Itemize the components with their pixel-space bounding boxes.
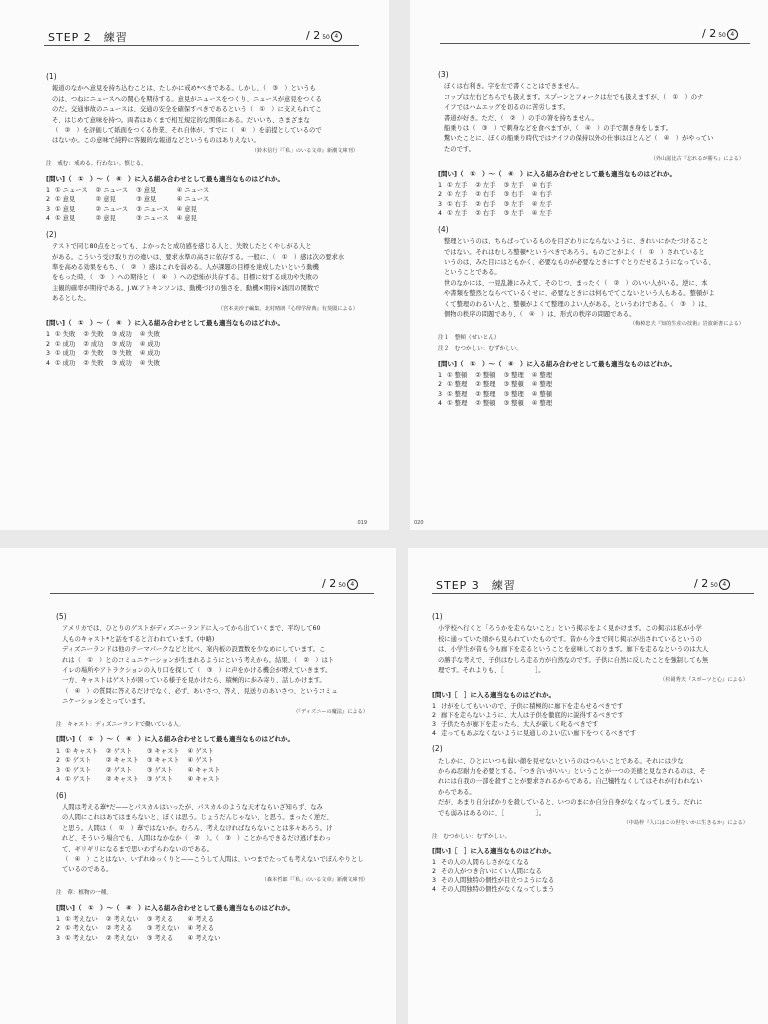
option-cell: ① ゲスト bbox=[65, 757, 92, 765]
option-cell: ② 失敗 bbox=[83, 331, 104, 339]
option-item[interactable] bbox=[432, 729, 754, 738]
passage bbox=[438, 82, 750, 154]
option-row[interactable] bbox=[46, 195, 217, 204]
option-cell: ③ ゲスト bbox=[146, 766, 173, 774]
option-cell: ④ 整理 bbox=[531, 371, 553, 379]
option-number: 1 bbox=[46, 331, 51, 339]
option-cell: ④ 成功 bbox=[139, 350, 161, 358]
option-cell: ③ 左手 bbox=[503, 182, 524, 190]
passage-line: 小学校へ行くと「ろうかを走らないこと」という掲示をよく見かけます。この掲示は私が小学 bbox=[438, 625, 702, 633]
page-top-left bbox=[0, 0, 389, 530]
option-cell: ② 整頓 bbox=[475, 371, 496, 379]
option-cell: ① 成功 bbox=[55, 340, 76, 348]
passage-line: （ ④ ）ことはない、いずれゆっくりと——こうして人間は、いつまでたっても考えないでぼんやりとし bbox=[62, 855, 364, 863]
option-cell: ① 失敗 bbox=[55, 331, 76, 339]
option-cell: ② 整理 bbox=[475, 381, 496, 389]
option-cell: ③ 右手 bbox=[503, 191, 524, 199]
option-cell: ② 考える bbox=[105, 925, 133, 933]
passage-line: だが、あまり自分ばかりを殺していると、いつのまにか自分自身がなくなってしまう。だれに bbox=[438, 799, 703, 807]
source-citation: （『ディズニーの魔法』による） bbox=[293, 708, 368, 715]
option-number: 2 bbox=[46, 196, 51, 204]
option-cell: ③ 成功 bbox=[111, 359, 132, 367]
option-number: 4 bbox=[432, 886, 437, 894]
option-item[interactable] bbox=[432, 885, 754, 894]
source-citation: （森本哲郎『「私」のいる文章』新潮文庫刊） bbox=[261, 876, 368, 883]
source-citation: （鈴木信行『「私」のいる文章』新潮文庫刊） bbox=[251, 147, 358, 154]
option-number: 3 bbox=[46, 350, 51, 358]
section-number: (4) bbox=[438, 224, 449, 234]
passage-line: イフではハムエッグを切るのに苦労します。 bbox=[444, 104, 570, 112]
option-text: 走ってもあぶなくないように見通しのよい広い廊下をつくるべきです bbox=[441, 730, 637, 738]
option-number: 1 bbox=[432, 859, 437, 867]
option-cell: ③ 左手 bbox=[503, 200, 524, 208]
passage-line: くて整理のわるい人と、整頓がよくて整理のよい人がある。というわけである。（ ③ ）は、 bbox=[444, 300, 711, 308]
option-cell: ④ 意見 bbox=[176, 215, 197, 223]
passage-line: 理です。それよりも、［ ］。 bbox=[438, 667, 545, 675]
page-number: 019 bbox=[357, 520, 367, 526]
page-header bbox=[410, 24, 768, 44]
option-cell: ① 考えない bbox=[65, 915, 98, 923]
option-row[interactable] bbox=[56, 766, 228, 775]
option-cell: ③ 左手 bbox=[503, 210, 524, 218]
score-text: / 2 bbox=[306, 29, 321, 42]
option-cell: ① 整頓 bbox=[447, 371, 468, 379]
option-cell: ① 左手 bbox=[447, 182, 468, 190]
option-cell: ② キャスト bbox=[105, 776, 139, 784]
score-circle: 4 bbox=[347, 579, 358, 590]
option-cell: ③ 整理 bbox=[503, 371, 524, 379]
score-circle: 4 bbox=[331, 31, 342, 42]
passage-line: ているのである。 bbox=[62, 866, 113, 874]
passage-line: はないか。この意味で純粋に客観的な報道などというものはありえない。 bbox=[52, 137, 260, 145]
option-cell: ④ ゲスト bbox=[187, 757, 214, 765]
section-number: (1) bbox=[432, 612, 443, 621]
content bbox=[56, 612, 374, 943]
option-cell: ④ 整頓 bbox=[531, 390, 553, 398]
option-cell: ② ニュース bbox=[95, 187, 129, 195]
option-cell: ③ キャスト bbox=[146, 757, 180, 765]
footnote: 注 葦：植物の一種。 bbox=[56, 890, 112, 897]
option-cell: ② ニュース bbox=[95, 205, 129, 213]
option-cell: ② 右手 bbox=[475, 191, 496, 199]
option-cell: ③ 整理 bbox=[503, 390, 524, 398]
option-number: 2 bbox=[432, 868, 437, 876]
score-box bbox=[306, 29, 342, 42]
passage-line: の勝手な考えで、子供はむしろ走る方が自然なのです。子供に自然に反したことを強制しても無 bbox=[438, 656, 709, 664]
passage-line: 整理というのは、ちらばっているものを目ざわりにならないように、きれいにかたづけること bbox=[444, 238, 709, 246]
option-cell: ③ 失敗 bbox=[111, 350, 132, 358]
option-number: 1 bbox=[438, 182, 443, 190]
option-row[interactable] bbox=[56, 775, 228, 784]
option-number: 1 bbox=[438, 371, 443, 379]
option-number: 1 bbox=[56, 747, 61, 755]
option-cell: ② 失敗 bbox=[83, 359, 104, 367]
section-number: (1) bbox=[46, 72, 57, 81]
passage-line: のだ。交通事故のニュースは、交通の安全を確保すべきであるという（ ① ）に支えられてこ bbox=[52, 106, 322, 114]
score-circle: 4 bbox=[727, 29, 738, 40]
source-citation: （外山滋比古『忘れるが勝ち』による） bbox=[650, 156, 744, 163]
option-number: 4 bbox=[46, 359, 51, 367]
option-number: 4 bbox=[56, 776, 61, 784]
section-number: (6) bbox=[56, 790, 67, 800]
option-cell: ④ 左手 bbox=[531, 200, 553, 208]
score-box bbox=[322, 577, 358, 590]
section-number: (5) bbox=[56, 612, 67, 621]
option-item[interactable] bbox=[432, 858, 754, 867]
passage-line: （ ② ）を評価して紙面をつくる作業、それ自体が、すでに（ ④ ）を前提としているので bbox=[52, 127, 322, 135]
option-row[interactable] bbox=[438, 390, 560, 399]
option-cell: ② 意見 bbox=[95, 196, 116, 204]
option-number: 2 bbox=[56, 757, 61, 765]
option-number: 4 bbox=[438, 400, 443, 408]
passage-line: イレの場所やアトラクションの入り口を探して（ ③ ）に声をかける機会が増えていきます。 bbox=[62, 667, 332, 675]
option-number: 3 bbox=[438, 200, 443, 208]
option-cell: ① 成功 bbox=[55, 359, 76, 367]
option-cell: ④ 意見 bbox=[176, 205, 197, 213]
section-number: (2) bbox=[46, 229, 57, 239]
passage bbox=[46, 242, 364, 303]
header-rule bbox=[440, 43, 750, 44]
option-cell: ② キャスト bbox=[105, 757, 139, 765]
passage-line: をもった時、（ ③ ）への期待と（ ④ ）への恐怖が共存する。目標に対する成功や失敗の bbox=[52, 274, 319, 282]
source-citation: （杉岡秀夫『スポーツと心』による） bbox=[660, 677, 748, 684]
option-cell: ④ 整理 bbox=[531, 400, 553, 408]
passage-line: れは（ ① ）とのコミュニケーションが生まれるようにという考えから。結果、（ ② ）はト bbox=[62, 656, 335, 664]
passage-line: 校に通っていた頃から見られていたものです。昔から今まで同じ掲示が出されているというの bbox=[438, 635, 702, 643]
option-row[interactable] bbox=[438, 371, 560, 380]
step-title: STEP 3 練習 bbox=[436, 579, 516, 592]
page-header bbox=[408, 574, 768, 594]
option-cell: ④ 右手 bbox=[531, 191, 553, 199]
passage-line: の人間にこれはあてはまらないと、ぼくは思う。じょうだんじゃない、と思う。まったく逆だ、 bbox=[62, 814, 333, 822]
question: [問い]［ ］に入る適当なものはどれか。 bbox=[432, 690, 555, 699]
option-cell: ④ 整理 bbox=[531, 381, 553, 389]
passage-line: て、ギリギリになるまで思いわずらわないのである。 bbox=[62, 845, 213, 853]
option-row[interactable] bbox=[56, 747, 228, 756]
passage-line: は、小学生が昔も今も廊下を走るということを意味しております。廊下を走るなというのは大人 bbox=[438, 646, 709, 654]
option-cell: ③ 整頓 bbox=[503, 381, 524, 389]
option-row[interactable] bbox=[46, 349, 168, 358]
option-number: 4 bbox=[46, 215, 51, 223]
option-cell: ④ 失敗 bbox=[139, 359, 161, 367]
passage-line: 準を高める効果をもち、（ ② ）感はこれを弱める。人が課題の目標を達成したいという動機 bbox=[52, 263, 319, 271]
option-row[interactable] bbox=[56, 934, 228, 943]
question: [問い]（ ① ）〜（ ④ ）に入る組み合わせとして最も適当なものはどれか。 bbox=[46, 174, 284, 183]
passage-line: たのです。 bbox=[444, 145, 475, 153]
passage-line: アメリカでは、ひとりのゲストがディズニーランドに入ってから出ていくまで、平均して60 bbox=[62, 625, 321, 633]
source-citation: （宮本美沙子編集、北村晴朗『心理学辞典』有斐閣による） bbox=[217, 305, 358, 312]
option-number: 4 bbox=[438, 210, 443, 218]
option-cell: ④ 考える bbox=[187, 925, 215, 933]
score-circle: 4 bbox=[719, 579, 730, 590]
option-cell: ③ 意見 bbox=[136, 187, 157, 195]
option-cell: ④ キャスト bbox=[187, 776, 221, 784]
option-number: 2 bbox=[438, 381, 443, 389]
option-cell: ② 右手 bbox=[475, 200, 496, 208]
page-bottom-left bbox=[0, 548, 396, 1024]
passage-line: からぬ忍耐力を必要とする。「つき合いがいい」ということが一つの美徳と見なされるのは、そ bbox=[438, 768, 706, 776]
question: [問い]［ ］に入る適当なものはどれか。 bbox=[432, 846, 555, 855]
option-cell: ④ キャスト bbox=[187, 766, 221, 774]
content bbox=[438, 70, 750, 409]
header-rule bbox=[44, 45, 359, 46]
option-cell: ④ 考える bbox=[187, 915, 215, 923]
option-cell: ① ニュース bbox=[55, 187, 88, 195]
option-number: 1 bbox=[432, 703, 437, 711]
passage-line: 主観的確率が期待である。J.W.アトキンソンは、動機づけの強さを、動機×期待×誘因の関数で bbox=[52, 284, 320, 292]
option-cell: ① 整理 bbox=[447, 390, 468, 398]
option-row[interactable] bbox=[438, 181, 560, 190]
option-cell: ② ゲスト bbox=[105, 766, 133, 774]
passage-line: 世のなかには、一見乱雑にみえて、そのじつ、まったく（ ② ）のいい人がいる。逆に、本 bbox=[444, 279, 708, 287]
option-row[interactable] bbox=[438, 190, 560, 199]
score-unit: 50 bbox=[322, 34, 330, 41]
option-cell: ④ 右手 bbox=[531, 182, 553, 190]
question: [問い]（ ① ）〜（ ④ ）に入る組み合わせとして最も適当なものはどれか。 bbox=[46, 318, 284, 327]
option-cell: ② 整頓 bbox=[475, 400, 496, 408]
option-cell: ② 整理 bbox=[475, 390, 496, 398]
option-text: その人間独特の個性が目立つようになる bbox=[441, 877, 555, 885]
answer-options bbox=[438, 181, 560, 219]
option-cell: ① 整理 bbox=[447, 400, 468, 408]
page-header bbox=[0, 26, 389, 46]
option-cell: ① 意見 bbox=[55, 215, 76, 223]
section-number: (2) bbox=[432, 744, 443, 754]
passage-line: 人間は考える葦*だ——とパスカルはいったが、パスカルのような天才ならいざ知らず、なみ bbox=[62, 803, 323, 811]
option-number: 1 bbox=[56, 915, 61, 923]
option-cell: ④ 左手 bbox=[531, 210, 553, 218]
option-cell: ④ ニュース bbox=[176, 187, 210, 195]
option-cell: ① 考えない bbox=[65, 925, 98, 933]
option-cell: ① ゲスト bbox=[65, 766, 92, 774]
passage-line: ディズニーランドは他のテーマパークなどと比べ、案内板の設置数を少なめにしています。こ bbox=[62, 646, 326, 654]
option-item[interactable] bbox=[432, 702, 754, 711]
answer-options bbox=[438, 371, 560, 409]
header-rule bbox=[50, 593, 374, 594]
passage-line: 一方、キャストはゲストが困っている様子を見かけたら、積極的に歩み寄り、話しかけます。 bbox=[62, 677, 326, 685]
passage-line: （ ④ ）の質問に答えるだけでなく、必ず、あいさつ、答え、見送りのあいさつ、というコミュ bbox=[62, 687, 338, 695]
passage-line: 人ものキャスト*と話をすると言われています。(中略) bbox=[62, 635, 215, 643]
option-cell: ④ ゲスト bbox=[187, 747, 214, 755]
score-unit: 50 bbox=[710, 582, 718, 589]
passage bbox=[56, 803, 374, 875]
option-number: 3 bbox=[56, 766, 61, 774]
option-cell: ① 考えない bbox=[65, 934, 98, 942]
score-unit: 50 bbox=[338, 582, 346, 589]
passage-line: テストで同じ80点をとっても、よかったと成功感を感じる人と、失敗したとくやしがる人と bbox=[52, 243, 312, 251]
passage-line: でも弱みはあるのに、［ ］。 bbox=[438, 809, 546, 817]
option-row[interactable] bbox=[56, 756, 228, 765]
option-number: 2 bbox=[46, 340, 51, 348]
header-rule bbox=[432, 593, 754, 594]
passage-line: からである。 bbox=[438, 788, 476, 796]
question: [問い]（ ① ）〜（ ④ ）に入る組み合わせとして最も適当なものはどれか。 bbox=[438, 359, 676, 368]
passage-line: ニケーションをとっています。 bbox=[62, 698, 150, 706]
score-text: / 2 bbox=[694, 577, 709, 590]
option-cell: ① 成功 bbox=[55, 350, 76, 358]
option-cell: ① 意見 bbox=[55, 205, 76, 213]
passage-line: 驚いたことに、ぼくの船乗り時代ではナイフの保持以外の仕事はほとんど（ ④ ）がやってい bbox=[444, 135, 714, 143]
answer-options bbox=[432, 858, 754, 894]
footnote: 注 キャスト：ディズニーランドで働いている人。 bbox=[56, 722, 185, 729]
question: [問い]（ ① ）〜（ ④ ）に入る組み合わせとして最も適当なものはどれか。 bbox=[56, 735, 294, 744]
option-cell: ① キャスト bbox=[65, 747, 98, 755]
answer-options bbox=[56, 747, 228, 785]
option-cell: ② 考えない bbox=[105, 915, 139, 923]
option-cell: ③ 整頓 bbox=[503, 400, 524, 408]
option-number: 2 bbox=[438, 191, 443, 199]
question: [問い]（ ① ）〜（ ④ ）に入る組み合わせとして最も適当なものはどれか。 bbox=[438, 169, 676, 178]
section-number: (3) bbox=[438, 70, 449, 79]
option-item[interactable] bbox=[432, 867, 754, 876]
passage-line: ではない。それはむしろ整頓*というべきであろう。ものごとがよく（ ① ）されていると bbox=[444, 248, 705, 256]
option-number: 2 bbox=[432, 712, 437, 720]
option-cell: ③ 意見 bbox=[136, 196, 157, 204]
passage-line: コップは左右どちらでも扱えます。スプーンとフォークは左でも扱えますが、（ ① ）のナ bbox=[444, 93, 704, 101]
score-box bbox=[694, 577, 730, 590]
option-cell: ③ ゲスト bbox=[146, 776, 173, 784]
score-unit: 50 bbox=[718, 32, 726, 39]
option-row[interactable] bbox=[46, 186, 217, 195]
passage-line: のは、つねにニュースへの関心を期待する。意見がニュースをつくり、ニュースが意見をつくる bbox=[52, 95, 322, 103]
option-cell: ③ ニュース bbox=[136, 215, 169, 223]
passage-line: 報道のなかへ意見を持ち込むことは、たしかに戒め*べきである。しかし、（ ③ ）というも bbox=[52, 85, 316, 93]
score-text: / 2 bbox=[702, 27, 717, 40]
option-cell: ② 意見 bbox=[95, 215, 116, 223]
answer-options bbox=[56, 915, 228, 943]
content bbox=[46, 72, 364, 368]
option-number: 3 bbox=[432, 877, 437, 885]
option-row[interactable] bbox=[438, 380, 560, 389]
option-number: 3 bbox=[432, 721, 437, 729]
passage-line: そ、はじめて意味を持つ。両者はあくまで相互規定的な関係にある。だいいち、さまざまな bbox=[52, 116, 310, 124]
option-text: その人がつき合いにくい人間になる bbox=[441, 868, 542, 876]
passage-line: や書類を整然とならべているくせに、必要なときには何もでてこないという人もある。整頓がよ bbox=[444, 290, 715, 298]
option-cell: ④ 失敗 bbox=[139, 331, 161, 339]
passage bbox=[46, 84, 364, 145]
option-row[interactable] bbox=[438, 399, 560, 408]
passage-line: ということである。 bbox=[444, 269, 501, 277]
option-row[interactable] bbox=[46, 330, 168, 339]
option-cell: ④ ニュース bbox=[176, 196, 210, 204]
option-cell: ③ ニュース bbox=[136, 205, 169, 213]
option-cell: ③ 成功 bbox=[111, 340, 132, 348]
option-row[interactable] bbox=[46, 340, 168, 349]
option-cell: ① 意見 bbox=[55, 196, 76, 204]
option-cell: ③ 成功 bbox=[111, 331, 132, 339]
option-cell: ② 右手 bbox=[475, 210, 496, 218]
option-cell: ① ゲスト bbox=[65, 776, 92, 784]
option-cell: ② 考えない bbox=[105, 934, 139, 942]
option-cell: ③ 考える bbox=[146, 915, 174, 923]
option-cell: ① 整理 bbox=[447, 381, 468, 389]
page-number: 020 bbox=[414, 520, 424, 526]
option-cell: ① 左手 bbox=[447, 191, 468, 199]
content bbox=[432, 612, 754, 894]
passage-line: いうのは、みた目にはともかく、必要なものが必要なときにすぐとりだせるようになっている、 bbox=[444, 258, 715, 266]
passage-line: あるとした。 bbox=[52, 295, 90, 303]
passage-line: 書道が好き。ただ、（ ② ）の手の箸を持ちません。 bbox=[444, 114, 598, 122]
footnote: 注２ むつかしい：むずかしい。 bbox=[438, 346, 522, 353]
option-text: けがをしてもいいので、子供に積極的に廊下を走らせるべきです bbox=[441, 703, 624, 711]
footnote: 注１ 整頓（せいとん） bbox=[438, 334, 500, 341]
footnote: 注 戒む：戒める。行わない。慎じる。 bbox=[46, 161, 147, 168]
option-number: 3 bbox=[56, 934, 61, 942]
page-bottom-right bbox=[408, 548, 768, 1024]
option-cell: ④ 考えない bbox=[187, 934, 221, 942]
option-number: 1 bbox=[46, 187, 51, 195]
passage-line: れには自我の一部を殺すことが要求されるからである。自己犠牲なくしてはそれが行われない bbox=[438, 778, 703, 786]
answer-options bbox=[46, 330, 168, 368]
step-title: STEP 2 練習 bbox=[48, 31, 128, 44]
passage-line: がある。こういう受け取り方の違いは、要求水準の高さに依存する。一般に、（ ① ）感は次の要求水 bbox=[52, 253, 345, 261]
passage-line: たしかに、ひとにいつも弱い顔を見せないというのはつらいことである。それには少な bbox=[438, 757, 684, 765]
page-header bbox=[0, 574, 396, 594]
option-cell: ① 左手 bbox=[447, 210, 468, 218]
option-cell: ③ 考える bbox=[146, 934, 174, 942]
passage bbox=[438, 237, 750, 319]
option-cell: ② 左手 bbox=[475, 182, 496, 190]
passage-line: と思う。人間は（ ① ）葦ではないか。むろん、考えなければならないことは多々あろう。け bbox=[62, 824, 333, 832]
answer-options bbox=[432, 702, 754, 738]
question: [問い]（ ① ）〜（ ④ ）に入る組み合わせとして最も適当なものはどれか。 bbox=[56, 903, 294, 912]
passage bbox=[432, 624, 754, 675]
option-cell: ② 失敗 bbox=[83, 350, 104, 358]
passage bbox=[56, 624, 374, 706]
option-row[interactable] bbox=[46, 359, 168, 368]
option-number: 4 bbox=[432, 730, 437, 738]
option-number: 2 bbox=[56, 925, 61, 933]
option-number: 3 bbox=[46, 205, 51, 213]
passage-line: ぼくは右利き。字を左で書くことはできません。 bbox=[444, 83, 583, 91]
answer-options bbox=[46, 186, 217, 224]
option-cell: ④ 成功 bbox=[139, 340, 161, 348]
option-row[interactable] bbox=[46, 214, 217, 223]
option-cell: ② ゲスト bbox=[105, 747, 133, 755]
source-citation: （中島梓『人にはこの世をいかに生きるか』による） bbox=[623, 820, 748, 827]
option-item[interactable] bbox=[432, 876, 754, 885]
footnote: 注 むつかしい：むずかしい。 bbox=[432, 833, 511, 840]
option-item[interactable] bbox=[432, 720, 754, 729]
option-text: 廊下を走らないように、大人は子供を徹底的に説得するべきです bbox=[441, 712, 624, 720]
passage bbox=[432, 757, 754, 818]
passage-line: れど、そういう場合でも、人間はなかなか（ ② ）。（ ③ ）ことからできるだけ逃げまわっ bbox=[62, 835, 332, 843]
page-top-right bbox=[410, 0, 768, 530]
option-number: 3 bbox=[438, 390, 443, 398]
option-text: その人の人間らしさがなくなる bbox=[441, 859, 530, 867]
option-cell: ③ 考えない bbox=[146, 925, 180, 933]
option-row[interactable] bbox=[438, 200, 560, 209]
option-row[interactable] bbox=[46, 205, 217, 214]
passage-line: 船乗りは（ ③ ）で刺身などを食べますが、（ ④ ）の手で割き身をします。 bbox=[444, 125, 673, 133]
option-item[interactable] bbox=[432, 711, 754, 720]
option-cell: ② 成功 bbox=[83, 340, 104, 348]
option-row[interactable] bbox=[438, 209, 560, 218]
option-text: その人間独特の個性がなくなってしまう bbox=[441, 886, 555, 894]
score-text: / 2 bbox=[322, 577, 337, 590]
source-citation: （梅棹忠夫『知的生産の技術』岩波新書による） bbox=[629, 321, 744, 328]
option-text: 子供たちが廊下を走ったら、大人が厳しく叱るべきです bbox=[441, 721, 599, 729]
score-box bbox=[702, 27, 738, 40]
option-cell: ① 右手 bbox=[447, 200, 468, 208]
option-cell: ③ キャスト bbox=[146, 747, 180, 755]
option-row[interactable] bbox=[56, 924, 228, 933]
passage-line: 個物の秩序の問題であり、（ ④ ）は、形式の秩序の問題である。 bbox=[444, 310, 636, 318]
option-row[interactable] bbox=[56, 915, 228, 924]
